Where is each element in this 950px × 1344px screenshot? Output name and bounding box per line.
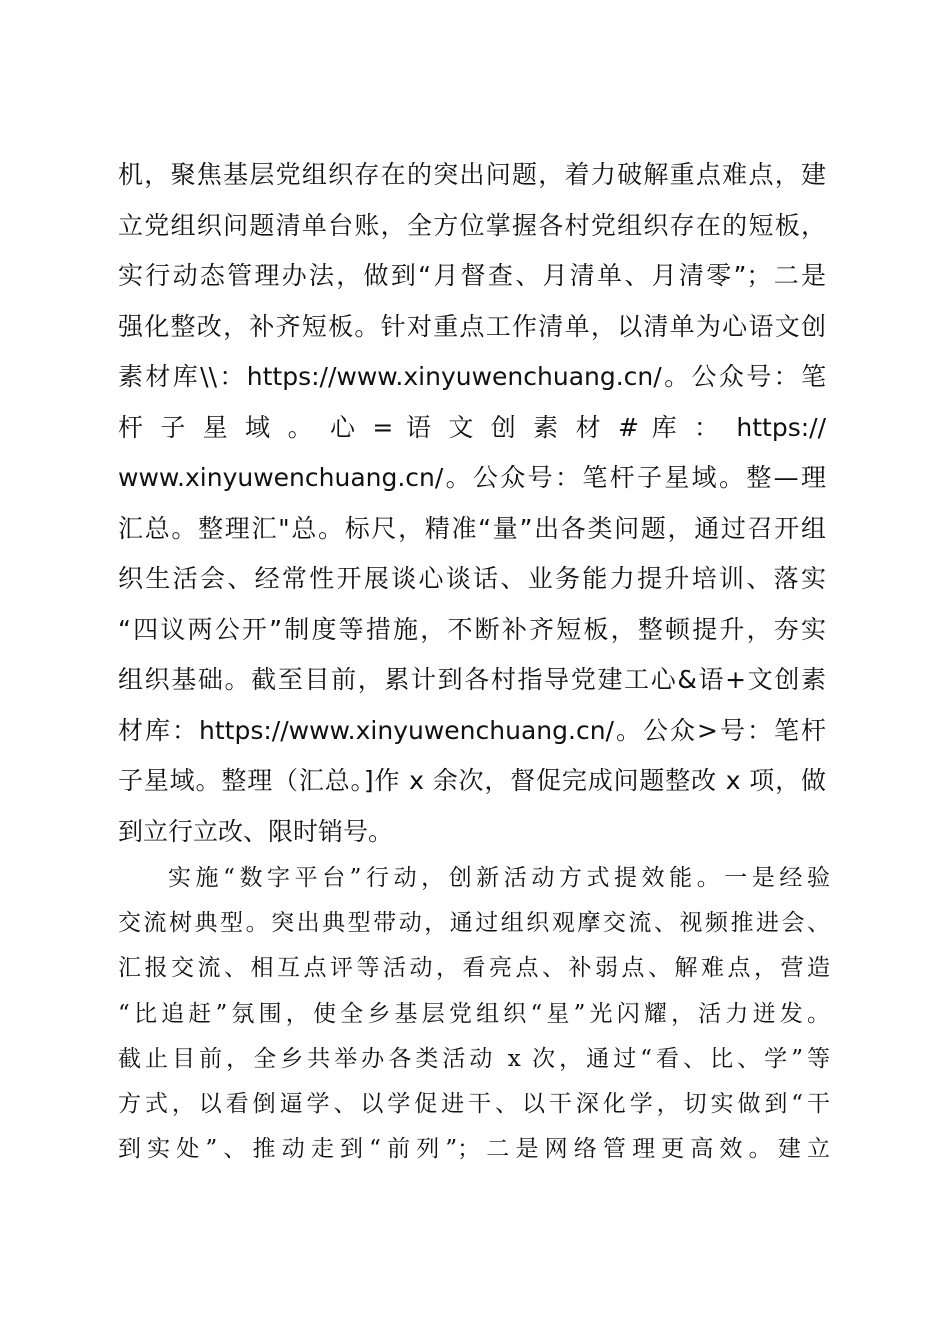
text-line: 子星域。整理（汇总。]作 x 余次，督促完成问题整改 x 项，做 — [118, 766, 826, 795]
text-line: 组织基础。截至目前，累计到各村指导党建工心&语+文创素 — [118, 665, 826, 694]
paragraph-2 — [118, 856, 830, 1172]
text-line-last: 到立行立改、限时销号。 — [118, 816, 394, 846]
text-line: www.xinyuwenchuang.cn/。公众号：笔杆子星域。整—理 — [118, 463, 826, 492]
text-line: 材库：https://www.xinyuwenchuang.cn/。公众>号：笔杆 — [118, 715, 826, 745]
text-line: 机，聚焦基层党组织存在的突出问题，着力破解重点难点，建 — [118, 160, 826, 189]
text-line: 方式，以看倒逼学、以学促进干、以干深化学，切实做到“干 — [118, 1090, 830, 1117]
text-line: 到实处”、推动走到“前列”；二是网络管理更高效。建立 — [118, 1136, 830, 1163]
text-line: 素材库\\：https://www.xinyuwenchuang.cn/。公众号：笔 — [118, 362, 826, 391]
text-line: 实行动态管理办法，做到“月督查、月清单、月清零”；二是 — [118, 261, 826, 290]
text-line: 织生活会、经常性开展谈心谈话、业务能力提升培训、落实 — [118, 564, 826, 593]
text-line: 立党组织问题清单台账，全方位掌握各村党组织存在的短板， — [118, 210, 826, 240]
text-line: 交流树典型。突出典型带动，通过组织观摩交流、视频推进会、 — [118, 910, 830, 937]
text-line-first: 实施“数字平台”行动，创新活动方式提效能。一是经验 — [168, 865, 830, 891]
text-line: 杆 子 星 域 。 心 = 语 文 创 素 材 # 库 ： https:// — [118, 412, 826, 442]
text-line: “比追赶”氛围，使全乡基层党组织“星”光闪耀，活力迸发。 — [118, 1000, 830, 1027]
paragraph-1 — [118, 150, 826, 857]
text-line: “四议两公开”制度等措施，不断补齐短板，整顿提升，夯实 — [118, 614, 826, 644]
text-line: 强化整改，补齐短板。针对重点工作清单，以清单为心语文创 — [118, 311, 826, 341]
text-line: 汇报交流、相互点评等活动，看亮点、补弱点、解难点，营造 — [118, 955, 830, 982]
text-line: 汇总。整理汇"总。标尺，精准“量”出各类问题，通过召开组 — [118, 513, 826, 543]
text-line: 截止目前，全乡共举办各类活动 x 次，通过“看、比、学”等 — [118, 1045, 830, 1072]
